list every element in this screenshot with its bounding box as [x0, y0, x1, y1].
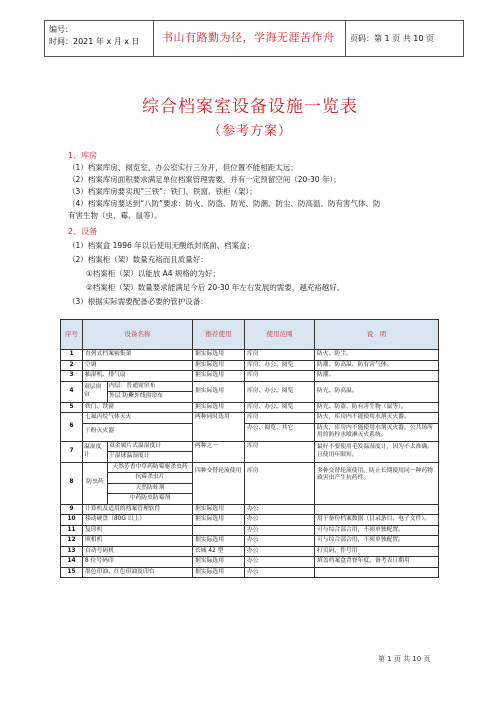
row-notes: 多种交替轮流使用，防止长期使用同一种药物致害虫产生抗药性。	[315, 462, 439, 504]
section-heading-equipment: 2、设备	[68, 227, 98, 236]
row-name: 计算机及适用的档案管理软件	[83, 504, 193, 515]
table-row	[61, 557, 439, 568]
row-notes: 填盖档案盒背脊年度、备考表日期用	[315, 557, 439, 568]
row-recommended: 据实际选用	[193, 557, 245, 568]
row-notes: 可与综合部合用，不须单独配置。	[315, 536, 439, 547]
col-header-scope: 使用范围	[245, 320, 315, 350]
row-name-sub: 干湿球温湿度计	[109, 453, 150, 459]
row-scope: 库房、办公、阅览	[245, 381, 315, 402]
row-number: 14	[61, 557, 83, 568]
equipment-table	[60, 319, 439, 578]
row-notes: 打页码，件号用	[315, 546, 439, 557]
row-notes: 防光、防盗、防有害生物（鼠等）。	[315, 402, 439, 413]
row-recommended: 据实际选用	[193, 504, 245, 515]
row-number: 9	[61, 504, 83, 515]
row-recommended: 据实际选用	[193, 515, 245, 526]
row-recommended: 据实际选用	[193, 402, 245, 413]
row-number: 10	[61, 515, 83, 526]
page-header	[44, 20, 464, 57]
row-name: 抽湿机、排气扇	[83, 371, 193, 382]
section1-item: （1）档案库房、阅览室、办公室实行三分开，但位置不能相距太远；	[68, 163, 298, 172]
row-name-sub: 双金属片式温湿度计	[108, 442, 193, 452]
row-name: 七氟丙烷气体灭火	[83, 413, 193, 424]
row-recommended: 长城 42 型	[193, 546, 245, 557]
row-name	[83, 462, 193, 504]
row-recommended: 两种之一	[193, 441, 245, 462]
row-name	[83, 381, 193, 402]
row-recommended: 两种同时选用	[193, 413, 245, 442]
row-name: 空调	[83, 360, 193, 371]
row-recommended: 据实际选用	[193, 350, 245, 361]
row-notes: 防潮、防高温、防有害气体。	[315, 360, 439, 371]
col-header-notes: 说 明	[315, 320, 439, 350]
section2-item: （2）档案柜（架）数量充裕而且质量好：	[68, 255, 208, 264]
col-header-number: 序号	[61, 320, 83, 350]
table-row	[61, 536, 439, 547]
time-label: 时间：2021 年 x 月 x 日	[49, 37, 140, 46]
section2-item: （1）档案盒 1996 年以后使用无酸纸封底面、档案盒；	[68, 241, 255, 250]
row-notes: 防火，库房内不能使用水剂灭火器，公共场所用的防栓水喷淋灭火系统。	[315, 423, 439, 441]
section1-item: （4）档案库房要达到“八防”要求：防火、防盗、防光、防潮、防尘、防高温、防有害气体、防	[68, 199, 381, 208]
section1-item: 有害生物（虫、霉、鼠等）。	[68, 211, 162, 220]
row-name-sub: 抗霉杀虫片	[108, 473, 193, 484]
row-recommended: 据实际选用	[193, 567, 245, 578]
row-notes	[315, 567, 439, 578]
row-name-main: 温湿度计	[83, 442, 108, 462]
row-scope: 办公	[245, 546, 315, 557]
row-scope: 办公	[245, 515, 315, 526]
row-name-main: 双层窗帘	[83, 382, 108, 402]
row-number: 7	[61, 441, 83, 462]
row-name: 照相机	[83, 536, 193, 547]
row-recommended: 据实际选用	[193, 536, 245, 547]
page-footer: 第 1 页 共 10 页	[378, 655, 431, 663]
table-row	[61, 462, 439, 504]
row-name: 自动号码机	[83, 546, 193, 557]
table-row	[61, 441, 439, 462]
header-divider	[153, 21, 154, 56]
row-recommended: 据实际选用	[193, 371, 245, 382]
section-heading-storage: 1、库房	[68, 151, 98, 160]
row-name: 铁门、铁窗	[83, 402, 193, 413]
table-row	[61, 504, 439, 515]
section2-item: （3）根据实际需要配备必要的管护设备：	[68, 297, 208, 306]
row-notes: 防火，库房内不能使用水剂灭火器。	[315, 413, 439, 424]
row-scope: 办公、阅览、其它	[245, 423, 315, 441]
row-recommended: 四种交替轮流使用	[193, 462, 245, 504]
row-number: 8	[61, 462, 83, 504]
row-name: 直列式档案密集架	[83, 350, 193, 361]
table-row	[61, 371, 439, 382]
row-name-sub: 外层 防紫外线窗帘布	[109, 393, 164, 399]
row-scope: 库房、办公、阅览	[245, 402, 315, 413]
table-row	[61, 413, 439, 424]
row-name-sub: 天然防蛀剂	[108, 483, 193, 494]
table-row	[61, 360, 439, 371]
header-page-label: 页码：第 1 页 共 10 页	[350, 34, 434, 43]
table-row	[61, 515, 439, 526]
row-scope: 办公	[245, 536, 315, 547]
row-number: 15	[61, 567, 83, 578]
row-scope: 库房、办公、阅览	[245, 360, 315, 371]
row-scope: 库房	[245, 350, 315, 361]
row-number: 1	[61, 350, 83, 361]
row-number: 12	[61, 536, 83, 547]
row-scope: 库房	[245, 413, 315, 424]
table-row	[61, 423, 439, 441]
section1-item: （3）档案库房要实现“三铁”：铁门、铁窗、铁柜（架）；	[68, 187, 257, 196]
table-row	[61, 567, 439, 578]
row-name: 移动硬盘（80G 以上）	[83, 515, 193, 526]
row-number: 13	[61, 546, 83, 557]
header-motto: 书山有路勤为径，学海无涯苦作舟	[162, 31, 335, 44]
row-scope: 库房	[245, 441, 315, 462]
row-recommended	[193, 525, 245, 536]
col-header-name: 设备名称	[83, 320, 193, 350]
row-scope: 办公	[245, 525, 315, 536]
table-row	[61, 350, 439, 361]
row-number: 11	[61, 525, 83, 536]
table-row	[61, 402, 439, 413]
row-notes: 用于备份档案数据（目录条目、电子文件）。	[315, 515, 439, 526]
number-label: 编号：	[49, 25, 73, 34]
row-scope: 办公	[245, 567, 315, 578]
header-meta	[49, 24, 140, 48]
row-name-main: 防虫药	[83, 463, 108, 504]
row-notes: 可与综合部合用，不须单独配置。	[315, 525, 439, 536]
row-number: 2	[61, 360, 83, 371]
row-name: 复印机	[83, 525, 193, 536]
row-number: 3	[61, 371, 83, 382]
header-divider	[345, 21, 346, 56]
table-row	[61, 525, 439, 536]
table-row	[61, 381, 439, 402]
row-number: 4	[61, 381, 83, 402]
document-subtitle: （参考方案）	[207, 124, 292, 139]
row-scope: 办公	[245, 557, 315, 568]
table-row	[61, 546, 439, 557]
row-scope: 库房	[245, 371, 315, 382]
row-scope: 库房	[245, 462, 315, 504]
row-name-sub: 内层：普通窗帘布	[108, 382, 193, 392]
row-recommended: 据实际选用	[193, 360, 245, 371]
col-header-recommended: 推荐使用	[193, 320, 245, 350]
row-name: 8 位号码印	[83, 557, 193, 568]
section1-item: （2）档案库房面积要求满足单位档案管理需要，并有一定预留空间（20-30 年）；	[68, 175, 341, 184]
section2-subitem: ②档案柜（架）数量要求能满足今后 20-30 年左右发展的需要，越充裕越好。	[86, 283, 345, 292]
row-name	[83, 441, 193, 462]
row-notes: 防火、防尘。	[315, 350, 439, 361]
row-notes: 防光、防高温。	[315, 381, 439, 402]
row-number: 6	[61, 413, 83, 442]
row-recommended: 据实际选用	[193, 381, 245, 402]
document-title: 综合档案室设备设施一览表	[142, 97, 358, 117]
row-name-sub: 天然芳香中草药防霉驱杀虫药	[108, 463, 193, 473]
row-scope: 办公	[245, 504, 315, 515]
table-header-row	[61, 320, 439, 350]
row-name-sub: 中药防虫防霉剂	[129, 495, 171, 501]
row-name: 干粉灭火器	[83, 423, 193, 441]
section2-subitem: ①档案柜（架）以能放 A4 规格的为好；	[86, 269, 220, 278]
row-name: 墨色印油、红色印油及印台	[83, 567, 193, 578]
row-notes: 防潮。	[315, 371, 439, 382]
row-number: 5	[61, 402, 83, 413]
row-notes: 最好不要使用毛发温湿度计，因为不太准确，且使用年限短。	[315, 441, 439, 462]
row-notes	[315, 504, 439, 515]
